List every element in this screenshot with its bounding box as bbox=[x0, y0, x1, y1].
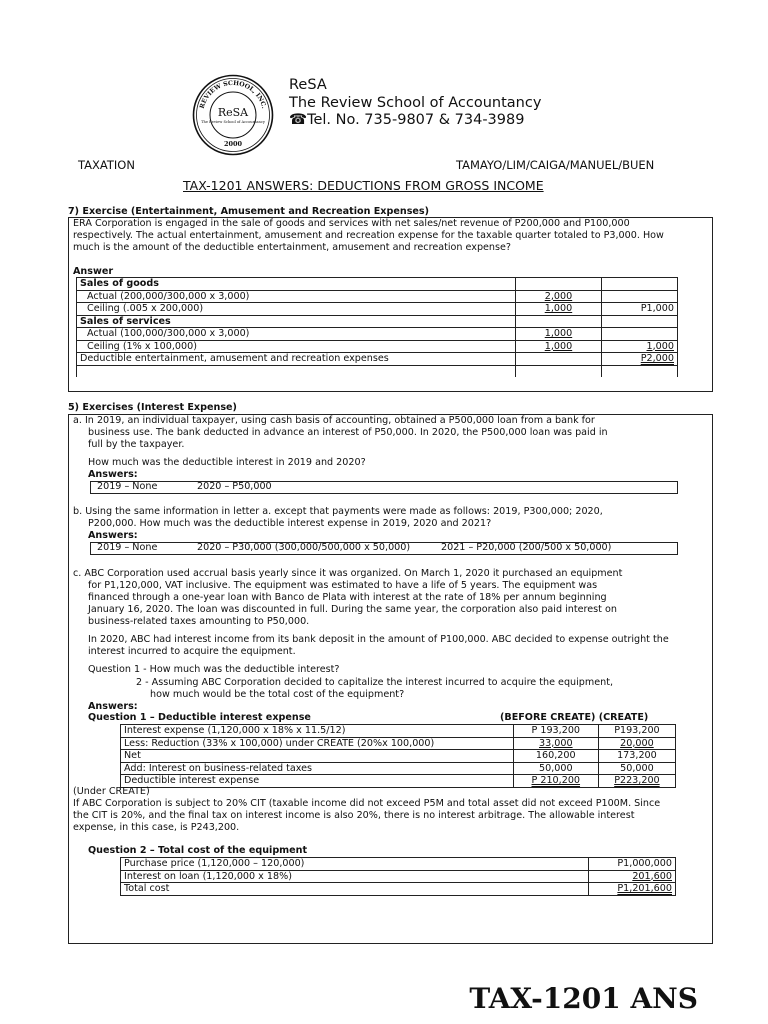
table-row bbox=[77, 303, 678, 316]
table-row bbox=[77, 365, 678, 377]
table-cell: Deductible entertainment, amusement and recreation expenses bbox=[77, 353, 516, 366]
table-row bbox=[121, 858, 676, 871]
part-b-answer-2021: 2021 – P20,000 (200/500 x 50,000) bbox=[441, 542, 612, 553]
question-1-heading: Question 1 – Deductible interest expense bbox=[88, 712, 311, 723]
table-cell: 160,200 bbox=[513, 750, 598, 763]
part-c-para2-line-2: interest incurred to acquire the equipment. bbox=[88, 646, 296, 657]
table-cell: Sales of goods bbox=[77, 278, 516, 291]
part-c-para2-line-1: In 2020, ABC had interest income from its bank deposit in the amount of P100,000. ABC decided to expense outright the bbox=[88, 634, 669, 645]
table-row bbox=[77, 290, 678, 303]
exercise-7-heading: 7) Exercise (Entertainment, Amusement and Recreation Expenses) bbox=[68, 206, 430, 217]
table-row bbox=[77, 328, 678, 341]
table-cell: P 193,200 bbox=[513, 725, 598, 738]
table-cell bbox=[516, 315, 602, 328]
table-row bbox=[77, 278, 678, 291]
part-a-answer-2019: 2019 – None bbox=[97, 481, 158, 492]
part-a-question: How much was the deductible interest in 2019 and 2020? bbox=[88, 457, 366, 468]
table-cell-value: 1,000 bbox=[544, 303, 573, 314]
under-create-label: (Under CREATE) bbox=[73, 786, 150, 797]
table-cell-value: 33,000 bbox=[538, 737, 573, 749]
svg-text:REVIEW SCHOOL, INC.: REVIEW SCHOOL, INC. bbox=[198, 79, 268, 110]
table-cell bbox=[601, 328, 677, 341]
table-cell-value: 1,000 bbox=[646, 340, 674, 352]
svg-text:2000: 2000 bbox=[223, 140, 243, 148]
question-2-table bbox=[120, 857, 676, 896]
part-b-answer-2019: 2019 – None bbox=[97, 542, 158, 553]
create-paragraph-line-3: expense, in this case, is P243,200. bbox=[73, 822, 240, 833]
table-cell: Actual (200,000/300,000 x 3,000) bbox=[77, 290, 516, 303]
table-cell bbox=[601, 315, 677, 328]
table-cell-value: P223,200 bbox=[614, 775, 660, 786]
table-cell: Net bbox=[121, 750, 514, 763]
table-cell bbox=[601, 365, 677, 377]
part-a-answer-box bbox=[90, 481, 678, 494]
table-row bbox=[121, 762, 676, 775]
table-row bbox=[77, 340, 678, 353]
create-paragraph-line-1: If ABC Corporation is subject to 20% CIT (taxable income did not exceed P5M and total asset did not exceed P100M. Since bbox=[73, 798, 661, 809]
svg-text:The Review School of Accountan: The Review School of Accountancy bbox=[201, 120, 265, 124]
table-cell-value: 2,000 bbox=[544, 290, 573, 302]
table-cell bbox=[516, 365, 602, 377]
part-c-line-1: c. ABC Corporation used accrual basis yearly since it was organized. On March 1, 2020 it purchased an equipment bbox=[73, 568, 623, 579]
part-b-line-2: P200,000. How much was the deductible interest expense in 2019, 2020 and 2021? bbox=[88, 518, 492, 529]
table-row bbox=[121, 870, 676, 883]
table-row bbox=[77, 353, 678, 366]
table-row bbox=[121, 725, 676, 738]
table-row bbox=[121, 775, 676, 788]
exercise-7-answer-table bbox=[76, 277, 678, 377]
table-cell-value: 1,000 bbox=[544, 340, 573, 352]
part-c-line-4: January 16, 2020. The loan was discounted in full. During the same year, the corporation also paid interest on bbox=[88, 604, 617, 615]
table-cell-value: P2,000 bbox=[640, 353, 674, 364]
table-cell bbox=[516, 353, 602, 366]
phone-icon: ☎ bbox=[289, 112, 308, 128]
exercise-7-question-line-3: much is the amount of the deductible entertainment, amusement and recreation expense? bbox=[73, 242, 512, 253]
table-cell: Ceiling (1% x 100,000) bbox=[77, 340, 516, 353]
question-2-heading: Question 2 – Total cost of the equipment bbox=[88, 845, 308, 856]
part-b-answers-label: Answers: bbox=[88, 530, 138, 541]
table-cell bbox=[601, 278, 677, 291]
exercise-5-heading: 5) Exercises (Interest Expense) bbox=[68, 402, 237, 413]
exercise-7-question-line-2: respectively. The actual entertainment, amusement and recreation expense for the taxable quarter totaled to P3,000. How bbox=[73, 230, 664, 241]
question-1-table bbox=[120, 724, 676, 788]
table-cell: Deductible interest expense bbox=[121, 775, 514, 788]
table-cell-value: P 210,200 bbox=[531, 775, 581, 786]
table-row bbox=[121, 883, 676, 896]
table-cell: Less: Reduction (33% x 100,000) under CREATE (20%x 100,000) bbox=[121, 737, 514, 750]
table-cell: 50,000 bbox=[513, 762, 598, 775]
svg-text:ReSA: ReSA bbox=[217, 106, 249, 119]
part-b-line-1: b. Using the same information in letter a. except that payments were made as follows: 2019, P300,000; 2020, bbox=[73, 506, 603, 517]
footer-title: TAX-1201 ANS bbox=[469, 982, 698, 1015]
school-short-name: ReSA bbox=[289, 77, 327, 93]
part-c-question-2b: how much would be the total cost of the equipment? bbox=[150, 689, 405, 700]
table-cell: Add: Interest on business-related taxes bbox=[121, 762, 514, 775]
table-cell: P1,000 bbox=[601, 303, 677, 316]
table-cell-value: 1,000 bbox=[544, 328, 573, 339]
exercise-7-answer-label: Answer bbox=[73, 266, 114, 277]
part-a-line-2: business use. The bank deducted in advance an interest of P50,000. In 2020, the P500,000 loan was paid in bbox=[88, 427, 608, 438]
part-b-answer-2020: 2020 – P30,000 (300,000/500,000 x 50,000) bbox=[197, 542, 411, 553]
exercise-7-question-line-1: ERA Corporation is engaged in the sale of goods and services with net sales/net revenue of P200,000 and P100,000 bbox=[73, 218, 630, 229]
authors-label: TAMAYO/LIM/CAIGA/MANUEL/BUEN bbox=[456, 158, 655, 172]
part-c-line-2: for P1,120,000, VAT inclusive. The equipment was estimated to have a life of 5 years. The equipment was bbox=[88, 580, 598, 591]
table-cell-value: 20,000 bbox=[620, 737, 654, 749]
table-cell: Purchase price (1,120,000 – 120,000) bbox=[121, 858, 589, 871]
school-full-name: The Review School of Accountancy bbox=[289, 95, 542, 111]
table-cell: Sales of services bbox=[77, 315, 516, 328]
table-cell bbox=[77, 365, 516, 377]
table-cell: Interest expense (1,120,000 x 18% x 11.5/12) bbox=[121, 725, 514, 738]
table-cell: 173,200 bbox=[598, 750, 675, 763]
table-cell: P1,000,000 bbox=[589, 858, 676, 871]
page-title: TAX-1201 ANSWERS: DEDUCTIONS FROM GROSS INCOME bbox=[183, 178, 544, 193]
part-a-line-3: full by the taxpayer. bbox=[88, 439, 185, 450]
table-cell: Total cost bbox=[121, 883, 589, 896]
part-c-line-3: financed through a one-year loan with Banco de Plata with interest at the rate of 18% per annum beginning bbox=[88, 592, 607, 603]
table-cell: P193,200 bbox=[598, 725, 675, 738]
part-c-line-5: business-related taxes amounting to P50,000. bbox=[88, 616, 310, 627]
resa-seal-logo bbox=[192, 74, 274, 156]
create-paragraph-line-2: the CIT is 20%, and the final tax on interest income is also 20%, there is no interest arbitrage. The allowable interest bbox=[73, 810, 635, 821]
part-c-question-2a: 2 - Assuming ABC Corporation decided to capitalize the interest incurred to acquire the equipment, bbox=[136, 677, 614, 688]
school-telephone: ☎Tel. No. 735-9807 & 734-3989 bbox=[289, 112, 525, 128]
table-row bbox=[77, 315, 678, 328]
table-row bbox=[121, 737, 676, 750]
table-cell-value: P1,201,600 bbox=[617, 883, 672, 894]
table-row bbox=[121, 750, 676, 763]
subject-label: TAXATION bbox=[78, 158, 135, 172]
part-c-answers-label: Answers: bbox=[88, 701, 138, 712]
part-a-line-1: a. In 2019, an individual taxpayer, using cash basis of accounting, obtained a P500,000 loan from a bank for bbox=[73, 415, 595, 426]
part-a-answers-label: Answers: bbox=[88, 469, 138, 480]
table-cell bbox=[601, 290, 677, 303]
table-cell: Ceiling (.005 x 200,000) bbox=[77, 303, 516, 316]
table-cell-value: 201,600 bbox=[632, 870, 672, 882]
table-cell: 50,000 bbox=[598, 762, 675, 775]
table-cell: Interest on loan (1,120,000 x 18%) bbox=[121, 870, 589, 883]
part-c-question-1: Question 1 - How much was the deductible interest? bbox=[88, 664, 340, 675]
table-cell bbox=[516, 278, 602, 291]
table-cell: Actual (100,000/300,000 x 3,000) bbox=[77, 328, 516, 341]
question-1-column-headers: (BEFORE CREATE) (CREATE) bbox=[500, 712, 649, 723]
part-a-answer-2020: 2020 – P50,000 bbox=[197, 481, 272, 492]
